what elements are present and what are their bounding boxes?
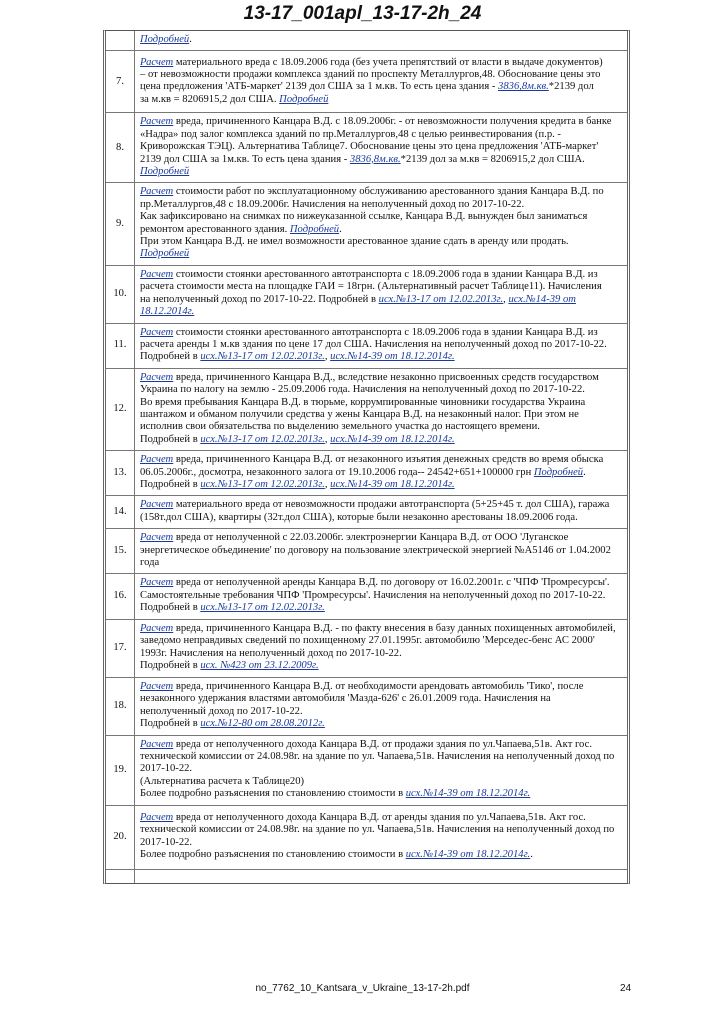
- text-line: [140, 590, 622, 602]
- text-segment: цена предложения 'АТБ-маркет' 2139 дол США за 1 м.кв. То есть цена здания -: [140, 81, 499, 93]
- reference-link[interactable]: исх.№14-39 от: [508, 293, 576, 305]
- footer-filename: no_7762_10_Kantsara_v_Ukraine_13-17-2h.pdf: [255, 983, 470, 994]
- text-segment: исполнив свои обязательства по выделению земельного участка до настоящего времени.: [140, 421, 540, 433]
- text-segment: «Надра» под залог комплекса зданий по пр.Металлургов,48 с целью реинвестирования (п.р. -: [140, 128, 561, 140]
- reference-link[interactable]: исх.№14-39 от 18.12.2014г.: [330, 433, 455, 445]
- reference-link[interactable]: исх.№14-39 от 18.12.2014г.: [405, 849, 531, 861]
- table-row: [106, 112, 627, 182]
- row-description: [135, 573, 627, 618]
- calculation-link[interactable]: Расчет: [140, 371, 174, 383]
- footer-page-number: 24: [620, 983, 632, 994]
- table-row: [106, 528, 627, 573]
- text-line: [140, 788, 622, 800]
- calculation-link[interactable]: Расчет: [140, 577, 174, 589]
- text-segment: (Альтернатива расчета к Таблице20): [140, 775, 305, 787]
- text-segment: вреда от неполученной аренды Канцара В.Д. по договору от 16.02.2001г. с 'ЧПФ 'Промресурсы'.: [173, 577, 610, 589]
- text-line: [140, 166, 622, 178]
- text-line: [140, 69, 622, 81]
- text-segment: .: [530, 849, 533, 861]
- claims-table: [103, 30, 630, 884]
- table-row: [106, 50, 627, 112]
- text-line: [140, 512, 622, 524]
- text-line: [140, 327, 622, 339]
- text-line: [140, 211, 622, 223]
- text-line: [140, 116, 622, 128]
- text-segment: Подробней в: [140, 718, 201, 730]
- row-number: 13.: [106, 450, 135, 495]
- row-description: [135, 323, 627, 368]
- text-segment: вреда, причиненного Канцара В.Д. с 18.09.2006г. - от невозможности получения кредита в банке: [173, 116, 612, 128]
- text-line: [140, 81, 622, 93]
- text-line: [140, 660, 622, 672]
- text-line: [140, 281, 622, 293]
- row-number: 17.: [106, 619, 135, 677]
- text-segment: Более подробно разъяснения по становлению стоимости в: [140, 788, 406, 800]
- calculation-link[interactable]: Расчет: [140, 186, 174, 198]
- row-number: 7.: [106, 50, 135, 112]
- text-line: [140, 681, 622, 693]
- text-segment: *2139 дол: [548, 81, 594, 93]
- text-segment: расчета аренды 1 м.кв здания по цене 17 дол США. Начисления на неполученный доход по 2017-10-22.: [140, 338, 607, 350]
- text-segment: При этом Канцара В.Д. не имел возможности арестованное здание сдать в аренду или продать.: [140, 236, 569, 248]
- calculation-link[interactable]: Расчет: [140, 738, 174, 750]
- text-segment: неполученный доход по 2017-10-22.: [140, 705, 303, 717]
- calculation-link[interactable]: Расчет: [140, 326, 174, 338]
- row-description: [135, 805, 627, 869]
- text-segment: материального вреда с 18.09.2006 года (без учета препятствий от власти в выдаче документов): [173, 56, 603, 68]
- text-segment: вреда, причиненного Канцара В.Д., вследствие незаконно присвоенных средств государством: [173, 371, 599, 383]
- reference-link[interactable]: исх.№14-39 от 18.12.2014г.: [330, 351, 455, 363]
- text-segment: вреда, причиненного Канцара В.Д. от незаконного изъятия денежных средств во время обыска: [173, 454, 604, 466]
- text-segment: Подробней в: [140, 433, 201, 445]
- text-segment: Во время пребывания Канцара В.Д. в тюрьме, коррумпированные чиновники государства Украина: [140, 396, 586, 408]
- table-row: [106, 368, 627, 450]
- text-segment: вреда от неполученного дохода Канцара В.Д. от продажи здания по ул.Чапаева,51в. Акт гос.: [173, 738, 592, 750]
- row-number: 8.: [106, 112, 135, 182]
- row-number: 18.: [106, 677, 135, 735]
- text-line: [140, 351, 622, 363]
- text-segment: вреда, причиненного Канцара В.Д. от необходимости арендовать автомобиль 'Тико', после: [173, 680, 584, 692]
- row-description: [135, 619, 627, 677]
- reference-link[interactable]: Подробней: [140, 34, 190, 45]
- text-segment: – от невозможности продажи комплекса зданий по проспекту Металлургов,48. Обоснование цены это: [140, 69, 601, 80]
- text-segment: стоимости стоянки арестованного автотранспорта с 18.09.2006 года в здании Канцара В.Д. из: [173, 326, 598, 338]
- text-line: [140, 454, 622, 466]
- row-description: [135, 182, 627, 264]
- text-segment: Подробней в: [140, 478, 201, 490]
- text-line: [140, 294, 622, 306]
- text-segment: 2017-10-22.: [140, 836, 193, 848]
- reference-link[interactable]: Подробней: [533, 466, 584, 478]
- text-line: [140, 545, 622, 557]
- calculation-link[interactable]: Расчет: [140, 532, 174, 544]
- reference-link[interactable]: исх.№13-17 от 12.02.2013г.: [200, 602, 325, 614]
- text-line: [140, 824, 622, 836]
- text-line: [140, 248, 622, 260]
- text-line: [140, 409, 622, 421]
- text-segment: за м.кв = 8206915,2 дол США.: [140, 93, 280, 105]
- text-line: [140, 718, 622, 730]
- text-segment: вреда от неполученного дохода Канцара В.Д. от аренды здания по ул.Чапаева,51в. Акт гос.: [173, 811, 586, 823]
- text-line: [140, 141, 622, 153]
- row-description: [135, 265, 627, 323]
- row-description: [135, 495, 627, 528]
- calculation-link[interactable]: Расчет: [140, 811, 174, 823]
- text-line: [140, 648, 622, 660]
- text-line: [140, 199, 622, 211]
- table-row: [106, 450, 627, 495]
- text-line: [140, 837, 622, 849]
- table-row: [106, 869, 627, 883]
- row-number: 10.: [106, 265, 135, 323]
- text-line: [140, 763, 622, 775]
- calculation-link[interactable]: Расчет: [140, 116, 174, 128]
- text-line: [140, 57, 622, 69]
- row-description: [135, 450, 627, 495]
- text-line: [140, 224, 622, 236]
- calculation-link[interactable]: Расчет: [140, 454, 174, 466]
- text-line: [140, 397, 622, 409]
- table-row: [106, 31, 627, 50]
- text-line: [140, 372, 622, 384]
- row-number: [106, 869, 135, 883]
- text-line: [140, 186, 622, 198]
- row-description: [135, 735, 627, 805]
- row-number: 20.: [106, 805, 135, 869]
- row-number: 15.: [106, 528, 135, 573]
- text-segment: ,: [503, 293, 509, 305]
- text-segment: стоимости стоянки арестованного автотранспорта с 18.09.2006 года в здании Канцара В.Д. из: [173, 268, 598, 280]
- text-line: [140, 434, 622, 446]
- calculation-link[interactable]: Расчет: [140, 268, 174, 280]
- reference-link[interactable]: Подробней: [279, 93, 329, 105]
- text-line: [140, 306, 622, 318]
- text-segment: на неполученный доход по 2017-10-22. Подробней в: [140, 293, 379, 305]
- text-segment: шантажом и обманом получили средства у жены Канцара В.Д. на незаконный налог. При этом не: [140, 408, 579, 420]
- text-segment: незаконного удержания властями автомобиля 'Мазда-626' с 26.01.2009 года. Начисления на: [140, 693, 551, 705]
- text-segment: 2139 дол США за 1м.кв. То есть цена здания -: [140, 153, 350, 165]
- table-row: [106, 619, 627, 677]
- text-segment: заведомо неправдивых сведений по похищенному 27.01.1995г. автомобилю 'Мерседес-бенс АС 2000': [140, 635, 595, 647]
- text-segment: ,: [324, 433, 331, 445]
- text-line: [140, 339, 622, 351]
- text-line: [140, 557, 622, 569]
- text-segment: *2139 дол за м.кв = 8206915,2 дол США.: [400, 153, 585, 165]
- text-segment: .: [189, 34, 192, 45]
- text-line: [140, 577, 622, 589]
- text-line: [140, 635, 622, 647]
- text-segment: .: [583, 466, 586, 478]
- text-segment: пр.Металлургов,48 с 18.09.2006г. Начисления на неполученный доход по 2017-10-22.: [140, 198, 525, 210]
- text-segment: Подробней в: [140, 351, 201, 363]
- row-number: 11.: [106, 323, 135, 368]
- text-segment: Украина по налогу на землю - 25.09.2006 года. Начисления на неполученный доход по 2017-10-22.: [140, 384, 585, 396]
- row-number: 19.: [106, 735, 135, 805]
- reference-link[interactable]: 18.12.2014г.: [140, 306, 195, 318]
- text-segment: 06.05.2006г., досмотра, незаконного залога от 19.10.2006 года-- 24542+651+100000 грн: [140, 466, 534, 478]
- text-line: [140, 269, 622, 281]
- calculation-link[interactable]: Расчет: [140, 622, 174, 634]
- reference-link[interactable]: исх.№13-17 от 12.02.2013г.: [200, 433, 325, 445]
- text-line: [140, 693, 622, 705]
- row-description: [135, 528, 627, 573]
- text-segment: вреда, причиненного Канцара В.Д. - по факту внесения в базу данных похищенных автомобилей,: [173, 622, 616, 634]
- text-line: [140, 706, 622, 718]
- text-segment: 1993г. Начисления на неполученный доход по 2017-10-22.: [140, 647, 402, 659]
- reference-link[interactable]: 3836,8м.кв.: [498, 81, 549, 93]
- row-number: 16.: [106, 573, 135, 618]
- reference-link[interactable]: 3836,8м.кв.: [349, 153, 401, 165]
- reference-link[interactable]: Подробней: [140, 166, 190, 178]
- text-line: [140, 129, 622, 141]
- text-segment: стоимости работ по эксплуатационному обслуживанию арестованного здания Канцара В.Д. по: [173, 186, 604, 198]
- text-segment: вреда от неполученной с 22.03.2006г. электроэнергии Канцара В.Д. от ООО 'Луганское: [173, 532, 569, 544]
- row-number: 14.: [106, 495, 135, 528]
- text-segment: 2017-10-22.: [140, 763, 193, 775]
- row-description: [135, 368, 627, 450]
- text-segment: технической комиссии от 24.08.98г. на здание по ул. Чапаева,51в. Начисления на неполученный доход по: [140, 824, 615, 836]
- text-line: [140, 34, 622, 46]
- text-line: [140, 751, 622, 763]
- page-title: 13-17_001apl_13-17-2h_24: [243, 3, 482, 24]
- text-segment: расчета стоимости места на площадке ГАИ = 18грн. (Альтернативный расчет Таблице11). Начисления: [140, 281, 602, 293]
- text-line: [140, 236, 622, 248]
- row-number: [106, 31, 135, 50]
- reference-link[interactable]: исх.№14-39 от 18.12.2014г.: [405, 788, 531, 800]
- text-segment: Как зафиксировано на снимках по нижеуказанной ссылке, Канцара В.Д. вынужден был заниматься: [140, 211, 588, 223]
- text-segment: энергетическое объединение' по договору на пользование электрической энергией №А5146 от 1.04.2002: [140, 544, 611, 556]
- text-line: [140, 776, 622, 788]
- reference-link[interactable]: Подробней: [140, 248, 190, 260]
- row-number: 9.: [106, 182, 135, 264]
- table-row: [106, 265, 627, 323]
- text-line: [140, 499, 622, 511]
- table-row: [106, 805, 627, 869]
- calculation-link[interactable]: Расчет: [140, 680, 174, 692]
- text-segment: Более подробно разъяснения по становлению стоимости в: [140, 849, 406, 861]
- table-row: [106, 677, 627, 735]
- text-segment: Самостоятельные требования ЧПФ 'Промресурсы'. Начисления на неполученный доход по 2017-10-22.: [140, 589, 606, 601]
- row-description: [135, 869, 627, 883]
- text-segment: ,: [324, 351, 331, 363]
- text-line: [140, 812, 622, 824]
- reference-link[interactable]: исх. №423 от 23.12.2009г.: [200, 660, 319, 672]
- table-row: [106, 182, 627, 264]
- text-segment: года: [140, 557, 160, 568]
- text-segment: .: [339, 223, 342, 235]
- row-description: [135, 31, 627, 50]
- text-line: [140, 154, 622, 166]
- table-row: [106, 495, 627, 528]
- text-line: [140, 602, 622, 614]
- text-segment: материального вреда от невозможности продажи автотранспорта (5+25+45 т. дол США), гаража: [173, 499, 610, 511]
- text-segment: (158т.дол США), квартиры (32т.дол США), которые были незаконно арестованы 18.09.2006 года.: [140, 511, 578, 523]
- text-line: [140, 739, 622, 751]
- reference-link[interactable]: исх.№13-17 от 12.02.2013г.: [200, 478, 325, 490]
- reference-link[interactable]: исх.№14-39 от 18.12.2014г.: [330, 478, 455, 490]
- row-number: 12.: [106, 368, 135, 450]
- text-line: [140, 623, 622, 635]
- text-line: [140, 532, 622, 544]
- text-line: [140, 479, 622, 491]
- text-line: [140, 849, 622, 861]
- text-segment: Подробней в: [140, 660, 201, 672]
- table-row: [106, 323, 627, 368]
- claims-table-body: [106, 31, 627, 883]
- calculation-link[interactable]: Расчет: [140, 56, 174, 68]
- reference-link[interactable]: исх.№13-17 от 12.02.2013г.: [378, 293, 504, 305]
- text-line: [140, 467, 622, 479]
- table-row: [106, 735, 627, 805]
- row-description: [135, 677, 627, 735]
- reference-link[interactable]: исх.№13-17 от 12.02.2013г.: [200, 351, 325, 363]
- text-segment: технической комиссии от 24.08.98г. на здание по ул. Чапаева,51в. Начисления на неполученный доход по: [140, 751, 615, 763]
- text-segment: ,: [324, 478, 331, 490]
- text-line: [140, 384, 622, 396]
- reference-link[interactable]: Подробней: [289, 223, 340, 235]
- row-description: [135, 112, 627, 182]
- row-description: [135, 50, 627, 112]
- text-segment: Криворожская ТЭЦ). Альтернатива Таблице7. Обоснование цены это цена предложения 'АТБ-маркет': [140, 141, 599, 153]
- text-segment: Подробней в: [140, 602, 201, 614]
- calculation-link[interactable]: Расчет: [140, 499, 174, 511]
- text-line: [140, 94, 622, 106]
- text-segment: ремонтом арестованного здания.: [140, 223, 290, 235]
- text-line: [140, 421, 622, 433]
- reference-link[interactable]: исх.№12-80 от 28.08.2012г.: [200, 718, 325, 730]
- table-row: [106, 573, 627, 618]
